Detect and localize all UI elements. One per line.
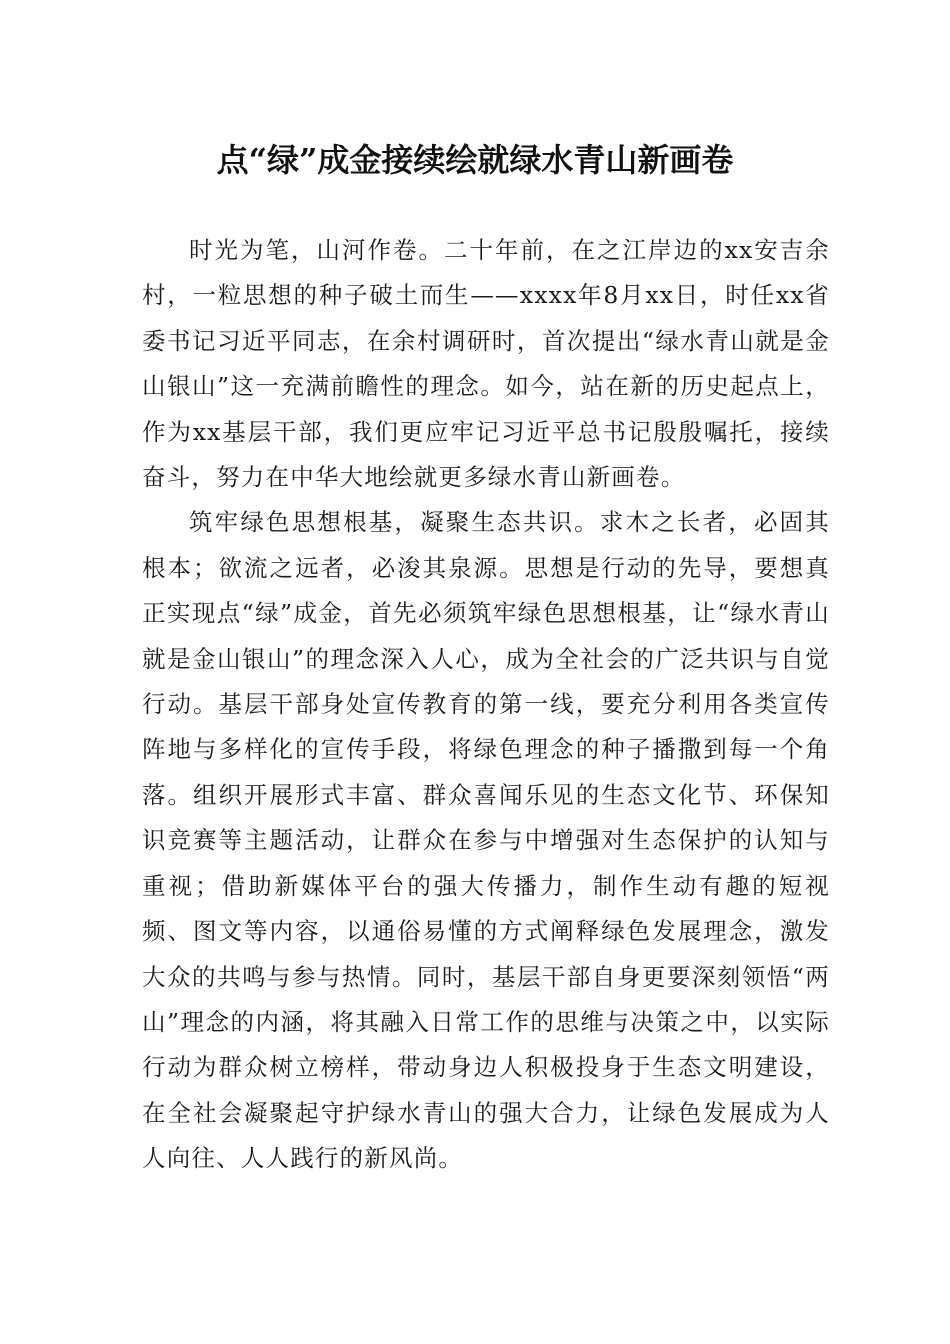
- paragraph-intro: 时光为笔，山河作卷。二十年前，在之江岸边的xx安吉余村，一粒思想的种子破土而生——xxxx年8月xx日，时任xx省委书记习近平同志，在余村调研时，首次提出“绿水青山就是金山银山”这一充满前瞻性的理念。如今，站在新的历史起点上，作为xx基层干部，我们更应牢记习近平总书记殷殷嘱托，接续奋斗，努力在中华大地绘就更多绿水青山新画卷。: [142, 236, 830, 492]
- paragraph-green-foundation: 筑牢绿色思想根基，凝聚生态共识。求木之长者，必固其根本；欲流之远者，必浚其泉源。思想是行动的先导，要想真正实现点“绿”成金，首先必须筑牢绿色思想根基，让“绿水青山就是金山银山”的理念深入人心，成为全社会的广泛共识与自觉行动。基层干部身处宣传教育的第一线，要充分利用各类宣传阵地与多样化的宣传手段，将绿色理念的种子播撒到每一个角落。组织开展形式丰富、群众喜闻乐见的生态文化节、环保知识竞赛等主题活动，让群众在参与中增强对生态保护的认知与重视；借助新媒体平台的强大传播力，制作生动有趣的短视频、图文等内容，以通俗易懂的方式阐释绿色发展理念，激发大众的共鸣与参与热情。同时，基层干部自身更要深刻领悟“两山”理念的内涵，将其融入日常工作的思维与决策之中，以实际行动为群众树立榜样，带动身边人积极投身于生态文明建设，在全社会凝聚起守护绿水青山的强大合力，让绿色发展成为人人向往、人人践行的新风尚。: [142, 508, 830, 1173]
- document-body: [142, 228, 830, 1182]
- document-title: 点“绿”成金接续绘就绿水青山新画卷: [216, 141, 734, 179]
